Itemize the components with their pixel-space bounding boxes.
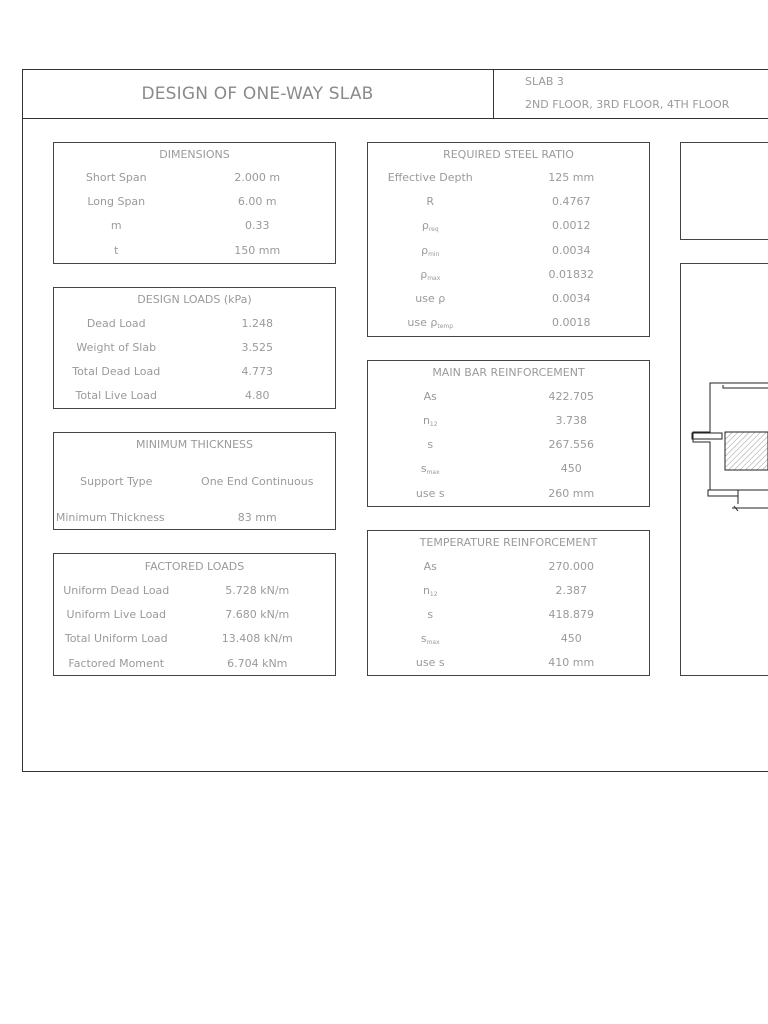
rho-symbol: ρ (421, 219, 429, 232)
table-row (54, 475, 335, 491)
row-value: 0.0018 (552, 316, 591, 329)
row-value: 0.0034 (552, 244, 591, 257)
row-value: 6.00 m (237, 195, 277, 208)
row-label: Support Type (80, 475, 153, 488)
slab-label: SLAB 3 (525, 75, 564, 88)
row-label: Total Uniform Load (64, 632, 168, 645)
rho-symbol: ρ (421, 244, 429, 257)
s-subscript: max (426, 469, 440, 476)
page-title: DESIGN OF ONE-WAY SLAB (22, 69, 494, 118)
row-label: use s (415, 487, 445, 500)
table-row (368, 219, 649, 235)
row-label: use ρ (415, 292, 446, 305)
row-value: 0.0012 (552, 219, 591, 232)
row-label: Weight of Slab (76, 341, 157, 354)
row-label: As (423, 390, 437, 403)
row-value: 0.0034 (552, 292, 591, 305)
row-value: 450 (560, 632, 582, 645)
row-value: 267.556 (548, 438, 594, 451)
row-label (360, 244, 501, 258)
main-bar-table (367, 360, 650, 507)
rho-symbol: use ρ (407, 316, 438, 329)
row-value: 1.248 (241, 317, 273, 330)
row-label: t (114, 244, 119, 257)
s-symbol: s (420, 632, 427, 645)
minimum-thickness-table (53, 432, 336, 530)
table-row (368, 195, 649, 211)
row-value: 422.705 (548, 390, 594, 403)
row-value: 125 mm (548, 171, 595, 184)
main-bar-heading: MAIN BAR REINFORCEMENT (432, 366, 585, 379)
dimensions-heading: DIMENSIONS (159, 148, 230, 161)
row-label: s (427, 608, 434, 621)
row-label: Short Span (85, 171, 147, 184)
n-symbol: n (422, 414, 430, 427)
table-row (368, 414, 649, 430)
table-row (368, 438, 649, 454)
s-subscript: max (426, 639, 440, 646)
table-row (54, 632, 335, 648)
table-row (368, 268, 649, 284)
row-value: 0.4767 (552, 195, 591, 208)
row-label: As (423, 560, 437, 573)
row-value: 150 mm (234, 244, 281, 257)
row-label: R (426, 195, 435, 208)
table-row (368, 244, 649, 260)
table-row (368, 316, 649, 332)
row-value: 4.773 (241, 365, 273, 378)
table-row (54, 341, 335, 357)
row-value: 3.525 (241, 341, 273, 354)
row-value: 3.738 (555, 414, 587, 427)
rho-subscript: max (427, 275, 441, 282)
floors-label: 2ND FLOOR, 3RD FLOOR, 4TH FLOOR (525, 98, 730, 111)
row-value: 2.387 (555, 584, 587, 597)
temperature-table (367, 530, 650, 676)
row-value: 83 mm (237, 511, 277, 524)
table-row (54, 657, 335, 673)
row-value: 6.704 kNm (227, 657, 288, 670)
row-label: Effective Depth (387, 171, 473, 184)
design-loads-heading: DESIGN LOADS (kPa) (137, 293, 252, 306)
table-row (54, 389, 335, 405)
row-label: Total Live Load (75, 389, 158, 402)
row-value: 7.680 kN/m (225, 608, 290, 621)
table-row (54, 219, 335, 235)
table-row (54, 608, 335, 624)
table-row (368, 584, 649, 600)
row-value: 418.879 (548, 608, 594, 621)
table-row (54, 365, 335, 381)
table-row (368, 390, 649, 406)
row-label (360, 462, 501, 476)
row-value: One End Continuous (201, 475, 314, 488)
factored-loads-heading: FACTORED LOADS (144, 560, 245, 573)
rho-subscript: min (428, 251, 440, 258)
row-value: 13.408 kN/m (221, 632, 293, 645)
table-row (368, 632, 649, 648)
design-loads-table (53, 287, 336, 409)
row-value: 270.000 (548, 560, 594, 573)
table-row (368, 487, 649, 503)
row-label (360, 414, 501, 428)
table-row (368, 656, 649, 672)
row-label (360, 268, 501, 282)
rho-subscript: temp (437, 323, 454, 330)
table-row (54, 195, 335, 211)
table-row (54, 171, 335, 187)
row-label (360, 316, 501, 330)
row-label (360, 584, 501, 598)
factored-loads-table (53, 553, 336, 676)
row-label: Total Dead Load (72, 365, 161, 378)
n-subscript: 12 (429, 591, 438, 598)
table-row (54, 244, 335, 260)
row-label (360, 219, 501, 233)
table-row (54, 317, 335, 333)
row-label: Dead Load (86, 317, 146, 330)
row-label (360, 632, 501, 646)
table-row (368, 560, 649, 576)
hatched-wall-section (725, 432, 768, 470)
row-label: Uniform Dead Load (63, 584, 170, 597)
slab-section-drawing (688, 380, 768, 520)
table-row (54, 584, 335, 600)
table-row (368, 171, 649, 187)
row-label: use s (415, 656, 445, 669)
row-value: 5.728 kN/m (225, 584, 290, 597)
row-label: m (110, 219, 122, 232)
row-value: 4.80 (245, 389, 270, 402)
row-label: Factored Moment (68, 657, 165, 670)
dimensions-table (53, 142, 336, 264)
table-row (54, 511, 335, 527)
rho-symbol: ρ (420, 268, 428, 281)
title-block (22, 69, 768, 119)
row-value: 2.000 m (234, 171, 281, 184)
row-value: 0.01832 (548, 268, 594, 281)
row-label: Minimum Thickness (55, 511, 165, 524)
n-subscript: 12 (429, 421, 438, 428)
row-label: Long Span (87, 195, 146, 208)
n-symbol: n (422, 584, 430, 597)
table-row (368, 462, 649, 478)
row-label: s (427, 438, 434, 451)
row-value: 260 mm (548, 487, 595, 500)
s-symbol: s (420, 462, 427, 475)
slab-info (494, 69, 768, 118)
row-value: 0.33 (245, 219, 270, 232)
table-row (368, 292, 649, 308)
row-label: Uniform Live Load (66, 608, 167, 621)
row-value: 410 mm (548, 656, 595, 669)
temperature-heading: TEMPERATURE REINFORCEMENT (419, 536, 598, 549)
table-row (368, 608, 649, 624)
rho-subscript: req (428, 226, 439, 233)
steel-ratio-table (367, 142, 650, 337)
notes-panel (680, 142, 768, 240)
row-value: 450 (560, 462, 582, 475)
minimum-thickness-heading: MINIMUM THICKNESS (135, 438, 253, 451)
steel-ratio-heading: REQUIRED STEEL RATIO (443, 148, 574, 161)
